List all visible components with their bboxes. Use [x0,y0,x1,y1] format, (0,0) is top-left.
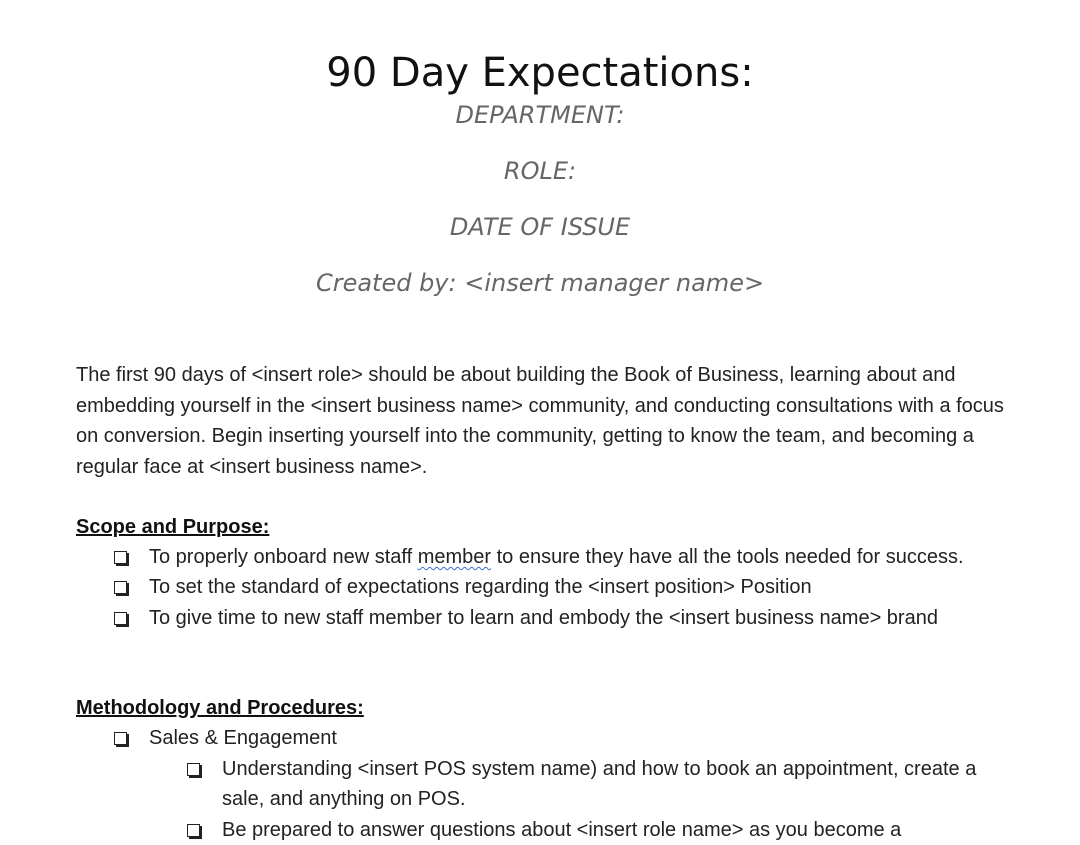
checklist-subitem [187,754,987,815]
scope-heading: Scope and Purpose: [76,516,270,538]
item-text: To set the standard of expectations regarding the <insert position> Position [149,576,812,599]
item-text: Understanding <insert POS system name) and how to book an appointment, create a sale, and anything on POS. [222,758,977,811]
methodology-checklist [114,723,994,753]
checklist-item [114,723,994,753]
checkbox-icon [187,763,200,776]
department-line: DEPARTMENT: [455,101,625,129]
checkbox-icon [114,551,127,564]
checkbox-icon [114,581,127,594]
item-text: Be prepared to answer questions about <insert role name> as you become a [222,818,902,841]
checklist-subitem [187,815,987,845]
created-by-line: Created by: <insert manager name> [315,269,765,297]
item-text: To give time to new staff member to learn and embody the <insert business name> brand [149,606,938,629]
intro-paragraph: The first 90 days of <insert role> should be about building the Book of Business, learning about and embedding yourself in the <insert business name> community, and conducting consultations with a focus on conversion. Begin inserting yourself into the community, getting to know the team, and becoming a regular face at <insert business name>. [76,364,1004,478]
scope-checklist [114,542,974,633]
sales-engagement-sublist [187,754,987,845]
checklist-item [114,542,974,572]
checkbox-icon [187,824,200,837]
role-line: ROLE: [503,157,577,185]
spellcheck-flagged-word[interactable]: member [417,546,492,568]
checklist-item [114,572,974,602]
checkbox-icon [114,732,127,745]
document-title: 90 Day Expectations: [326,50,754,96]
checkbox-icon [114,612,127,625]
item-text-end: to ensure they have all the tools needed for success. [491,546,964,568]
document-header [0,0,1080,298]
methodology-heading: Methodology and Procedures: [76,697,364,719]
checklist-item [114,603,974,633]
date-of-issue-line: DATE OF ISSUE [449,213,631,241]
item-text-start: To properly onboard new staff [149,546,418,568]
item-text: Sales & Engagement [149,727,337,749]
